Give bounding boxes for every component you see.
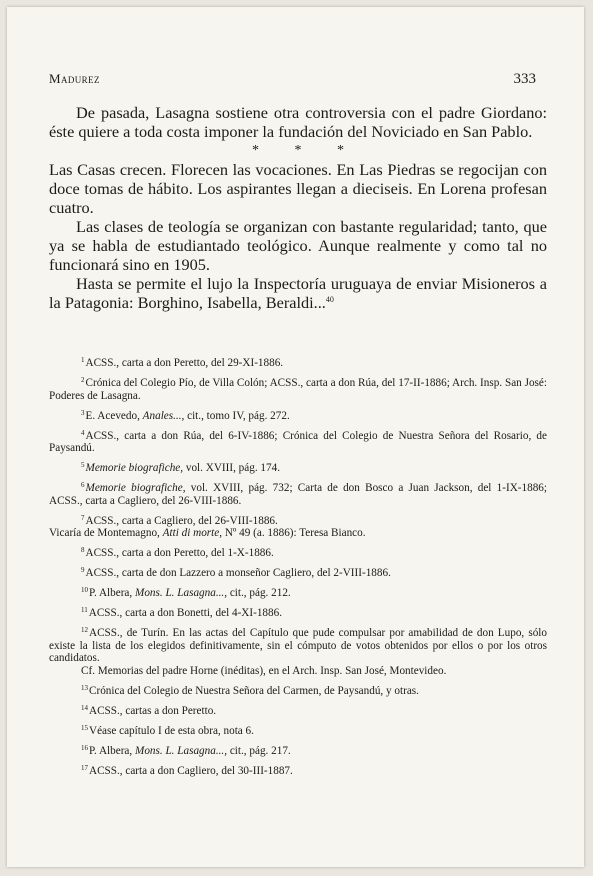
note-title: Anales..., [142,409,185,422]
note-text: ACSS., cartas a don Peretto. [89,704,217,717]
paragraph: Las clases de teología se organizan con bastante regularidad; tanto, que ya se habla de estudiantado teológico. Aunque realmente y como tal no funcionará sino en 1905. [49,217,547,274]
footnote [49,765,547,778]
footnote [49,430,547,455]
footnote [49,482,547,507]
note-number: 6 [81,481,85,489]
note-title: Memorie biografiche, [85,482,186,494]
footnote [49,745,547,758]
note-number: 16 [81,743,88,752]
note-text: cit., tomo IV, pág. 272. [184,409,290,422]
paragraph: Las Casas crecen. Florecen las vocaciones. En Las Piedras se regocijan con doce tomas de hábito. Los aspirantes llegan a dieciseis. En Lorena profesan cuatro. [49,160,547,217]
note-text: cit., pág. 212. [227,587,291,599]
note-text: ACSS., carta a don Cagliero, del 30-III-1887. [89,764,293,777]
footnote [49,705,547,718]
footnote [49,462,547,475]
page-header [49,71,536,88]
footnote [49,410,547,423]
note-text: vol. XVIII, pág. 174. [183,462,281,474]
running-head: Madurez [49,71,100,86]
note-number: 7 [81,513,85,522]
footnotes [49,357,547,785]
note-number: 9 [81,566,85,574]
note-number: 11 [81,606,88,614]
note-number: 15 [81,723,88,732]
footnote [49,725,547,738]
note-title: Mons. L. Lasagna..., [135,744,228,757]
note-text: Vicaría de Montemagno, [49,527,163,539]
footnote-reference: 40 [325,295,334,304]
note-text: ACSS., carta a Cagliero, del 26-VIII-1886. [85,514,278,527]
note-text: ACSS., carta de don Lazzero a monseñor Cagliero, del 2-VIII-1886. [85,567,391,579]
note-number: 17 [81,763,88,772]
note-text: ACSS., carta a don Peretto, del 29-XI-1886. [85,357,284,369]
paragraph [49,274,547,312]
note-text: Crónica del Colegio de Nuestra Señora del Carmen, de Paysandú, y otras. [89,684,419,697]
note-number: 12 [81,626,88,634]
book-page [7,7,584,867]
note-text: ACSS., carta a don Rúa, del 6-IV-1886; Crónica del Colegio de Nuestra Señora del Rosario, de Paysandú. [49,429,547,454]
section-break: * * * [252,143,344,158]
note-text: cit., pág. 217. [227,744,291,757]
note-number: 2 [81,376,85,384]
note-number: 4 [81,428,85,437]
note-text: ACSS., de Turín. En las actas del Capítulo que pude compulsar por amabilidad de don Lupo, sólo existe la lista de los elegidos definitivamente, sin el cómputo de votos obtenidos por ellos o por los otros candidatos. [49,627,547,664]
note-number: 13 [81,683,88,692]
footnote [49,357,547,370]
note-text: vol. XVIII, pág. 732; Carta de don Bosco a Juan Jackson, del 1-IX-1886; ACSS., carta a Cagliero, del 26-VIII-1886. [49,482,547,507]
note-number: 5 [81,461,85,469]
note-title: Memorie biografiche, [85,462,184,474]
note-number: 8 [81,546,85,554]
paragraph-text: Hasta se permite el lujo la Inspectoría uruguaya de enviar Misioneros a la Patagonia: Borghino, Isabella, Beraldi... [49,274,547,312]
note-number: 14 [81,703,88,712]
note-number: 10 [81,586,88,594]
note-number: 3 [81,408,85,417]
note-text: P. Albera, [89,587,135,599]
page-number: 333 [513,71,536,87]
footnote [49,685,547,698]
note-text: E. Acevedo, [85,409,143,422]
footnote [49,515,547,540]
note-text: P. Albera, [89,744,135,757]
footnote [49,377,547,402]
footnote [49,567,547,580]
footnote [49,627,547,677]
footnote [49,607,547,620]
note-text: ACSS., carta a don Bonetti, del 4-XI-1886. [88,607,283,619]
footnote [49,547,547,560]
note-continuation: Cf. Memorias del padre Horne (inéditas), en el Arch. Insp. San José, Montevideo. [81,664,447,677]
note-text: ACSS., carta a don Peretto, del 1-X-1886. [85,547,274,559]
footnote [49,587,547,600]
note-title: Atti di morte, [162,527,223,539]
note-continuation [49,527,547,540]
note-text: Véase capítulo I de esta obra, nota 6. [89,724,254,737]
note-text: Nº 49 (a. 1886): Teresa Bianco. [222,527,366,539]
note-title: Mons. L. Lasagna..., [135,587,228,599]
note-text: Crónica del Colegio Pío, de Villa Colón; ACSS., carta a don Rúa, del 17-II-1886; Arch. Insp. San José: Poderes de Lasagna. [49,377,547,402]
paragraph: De pasada, Lasagna sostiene otra controversia con el padre Giordano: éste quiere a toda costa imponer la fundación del Noviciado en San Pablo. [49,103,547,141]
main-text [49,103,547,312]
note-number: 1 [81,356,85,364]
